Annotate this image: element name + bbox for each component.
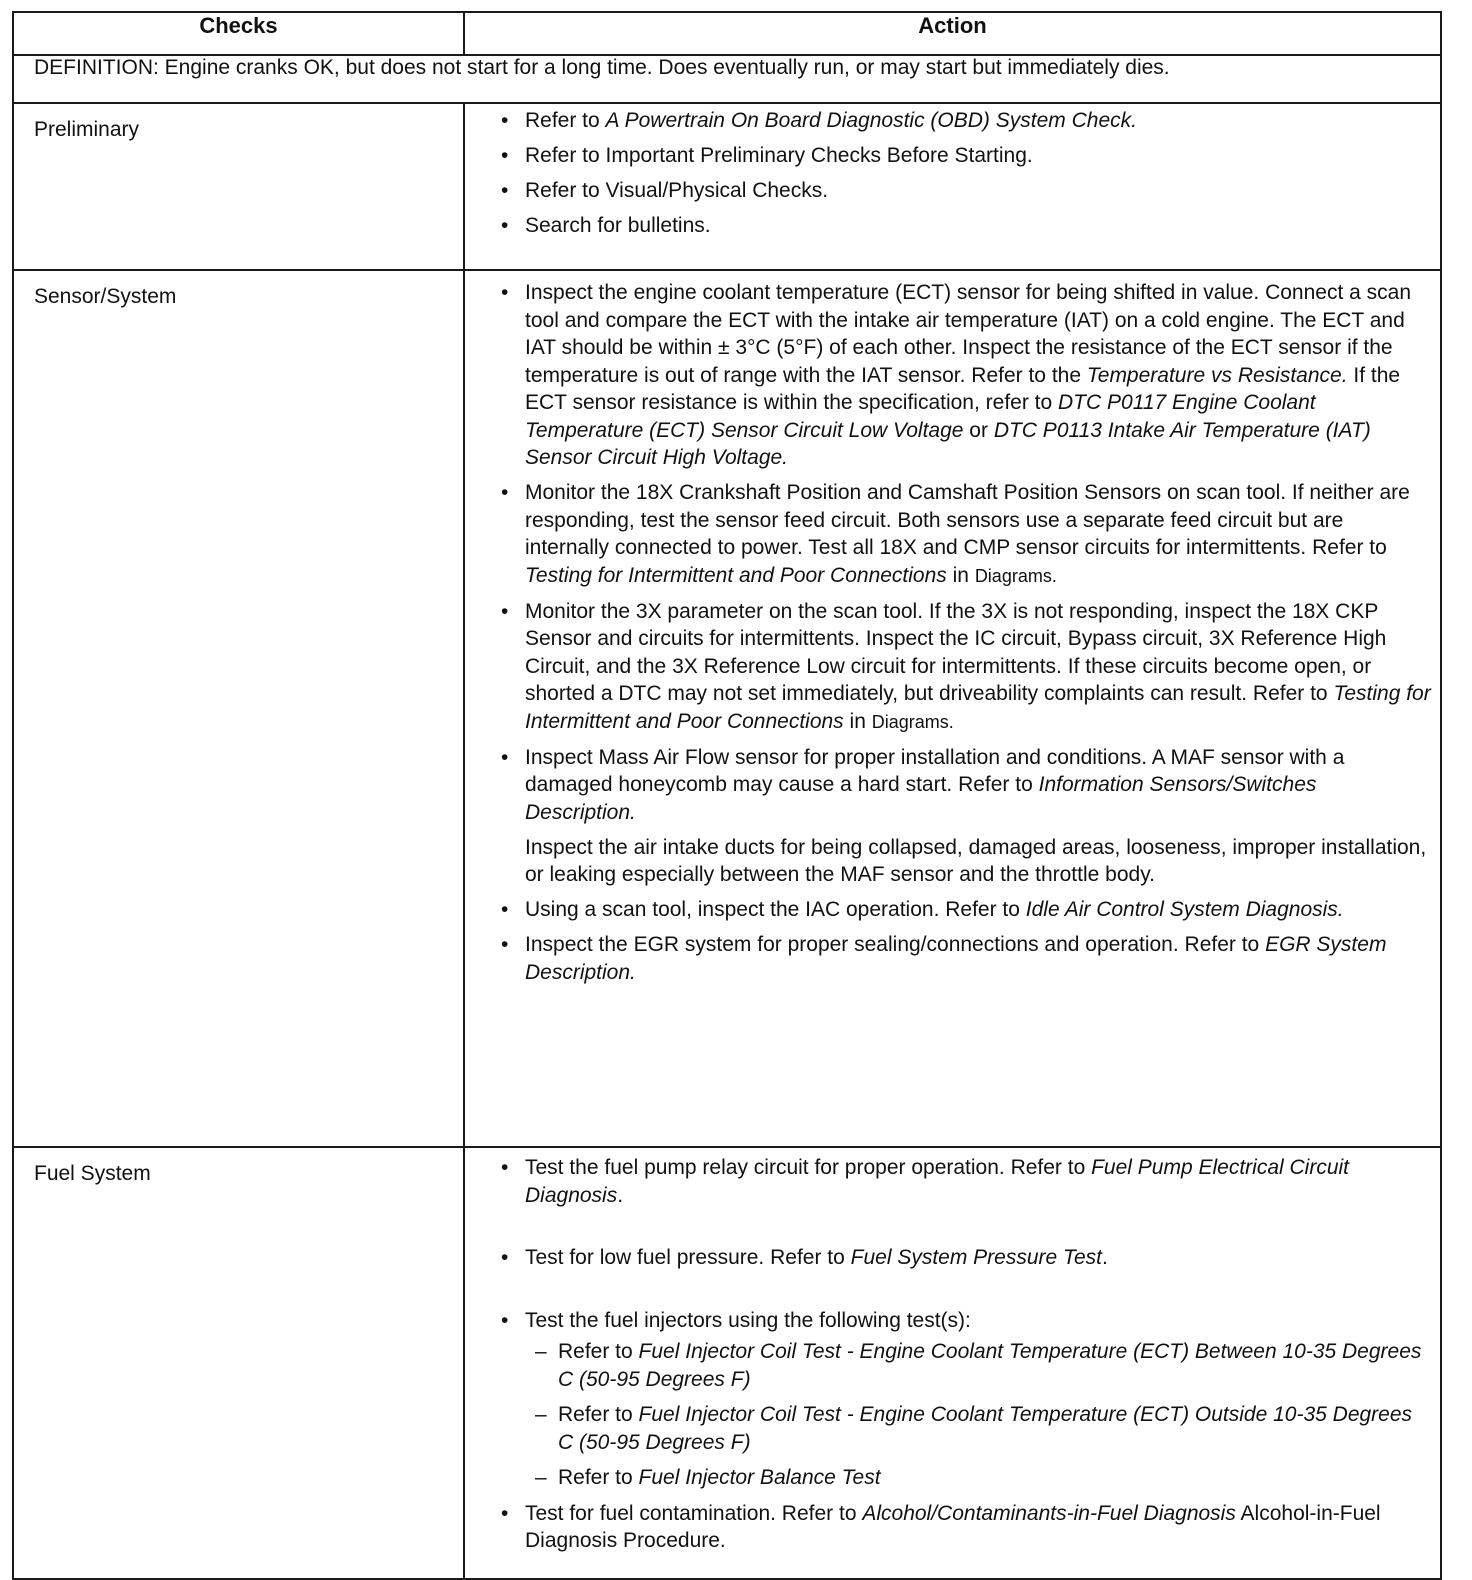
item-text: Test for low fuel pressure. Refer to <box>525 1246 851 1269</box>
sub-list <box>525 1338 1432 1492</box>
sub-list-item <box>525 1338 1432 1393</box>
list-item-egr <box>501 931 1432 986</box>
list-item: • Refer to Visual/Physical Checks. <box>501 177 1432 205</box>
item-text: Inspect the EGR system for proper sealing/connections and operation. Refer to <box>525 933 1266 956</box>
item-text: Monitor the 18X Crankshaft Position and Camshaft Position Sensors on scan tool. If neither are responding, test the sensor feed circuit. Both sensors use a separate feed circuit but are internally connected to power. Test all 18X and CMP sensor circuits for intermittents. Refer to <box>525 481 1410 559</box>
reference-link-text: Fuel System Pressure Test <box>850 1246 1102 1269</box>
diagrams-text: Diagrams. <box>871 711 954 732</box>
check-label-fuel-system: Fuel System <box>13 1147 464 1579</box>
reference-link-text: Temperature vs Resistance. <box>1086 363 1348 387</box>
list-item <box>501 107 1432 135</box>
list-item: • Refer to Important Preliminary Checks Before Starting. <box>501 142 1432 170</box>
action-cell-fuel-system <box>464 1147 1441 1579</box>
sub-list-item <box>525 1401 1432 1456</box>
item-text: Refer to <box>558 1340 639 1363</box>
item-text: Test for fuel contamination. Refer to <box>525 1501 863 1525</box>
action-cell-preliminary <box>464 103 1441 270</box>
reference-link-text: Fuel Injector Coil Test - Engine Coolant Temperature (ECT) Outside 10-35 Degrees C (50-95 Degrees F) <box>558 1403 1413 1454</box>
list-item-ect <box>501 279 1432 472</box>
list-item-3x <box>501 598 1432 737</box>
item-text: in <box>946 563 975 587</box>
item-text: Test the fuel injectors using the following test(s): <box>525 1308 971 1332</box>
reference-link-text: DTC P0117 Engine Coolant Temperature (ECT) Sensor Circuit Low Voltage <box>525 391 1316 442</box>
item-text: . <box>1101 1246 1108 1269</box>
action-list <box>501 1148 1432 1555</box>
action-list <box>501 271 1432 826</box>
reference-link-text: Fuel Injector Balance Test <box>638 1466 881 1489</box>
check-label-preliminary: Preliminary <box>13 103 464 270</box>
item-text: Monitor the 3X parameter on the scan tool. If the 3X is not responding, inspect the 18X CKP Sensor and circuits for intermittents. Inspect the IC circuit, Bypass circuit, 3X Reference High Circuit, and the 3X Reference Low circuit for intermittents. If these circuits become open, or shorted a DTC may not set immediately, but driveability complaints can result. Refer to <box>525 599 1387 705</box>
action-list <box>501 104 1432 240</box>
item-text: Test the fuel pump relay circuit for proper operation. Refer to <box>525 1156 1092 1179</box>
definition-text: DEFINITION: Engine cranks OK, but does not start for a long time. Does eventually run, or may start but immediately dies. <box>13 55 1441 103</box>
item-text: Alcohol-in-Fuel Diagnosis Procedure. <box>525 1501 1381 1552</box>
item-text: Refer to <box>558 1403 639 1426</box>
reference-link-text: Information Sensors/Switches Description. <box>525 773 1317 824</box>
list-item-contamination <box>501 1500 1432 1555</box>
sub-list-item <box>525 1464 1432 1492</box>
list-item-relay <box>501 1154 1432 1209</box>
reference-link-text: Testing for Intermittent and Poor Connections <box>525 563 947 587</box>
list-item-iac <box>501 896 1432 924</box>
table-row <box>13 103 1441 270</box>
item-text: in <box>843 709 872 733</box>
reference-link-text: DTC P0113 Intake Air Temperature (IAT) Sensor Circuit High Voltage. <box>525 418 1371 469</box>
check-label-sensor-system: Sensor/System <box>13 270 464 1147</box>
reference-link-text: A Powertrain On Board Diagnostic (OBD) System Check. <box>605 109 1137 132</box>
reference-link-text: Fuel Pump Electrical Circuit Diagnosis <box>525 1156 1350 1207</box>
item-text: Inspect Mass Air Flow sensor for proper installation and conditions. A MAF sensor with a damaged honeycomb may cause a hard start. Refer to <box>525 745 1345 796</box>
item-text: . <box>617 1183 624 1207</box>
reference-link-text: Fuel Injector Coil Test - Engine Coolant Temperature (ECT) Between 10-35 Degrees C (50-95 Degrees F) <box>558 1340 1422 1391</box>
item-text: Using a scan tool, inspect the IAC operation. Refer to <box>525 898 1026 921</box>
header-row <box>13 12 1441 55</box>
table-row <box>13 1147 1441 1579</box>
diagrams-text: Diagrams. <box>974 565 1057 586</box>
table-row <box>13 270 1441 1147</box>
reference-link-text: Testing for Intermittent and Poor Connections <box>525 682 1431 733</box>
list-item-pressure <box>501 1244 1432 1272</box>
reference-link-text: EGR System Description. <box>525 933 1387 984</box>
definition-row <box>13 55 1441 103</box>
item-text: Inspect the engine coolant temperature (ECT) sensor for being shifted in value. Connect a scan tool and compare the ECT with the intake air temperature (IAT) on a cold engine. The ECT and IAT should be within ± 3°C (5°F) of each other. Inspect the resistance of the ECT sensor if the temperature is out of range with the IAT sensor. Refer to the <box>525 281 1411 387</box>
list-item-injectors <box>501 1307 1432 1492</box>
diagnostic-table <box>12 11 1442 1580</box>
list-item-ckp <box>501 479 1432 590</box>
item-text: Refer to <box>558 1466 639 1489</box>
header-action: Action <box>464 12 1441 55</box>
list-item: • Search for bulletins. <box>501 212 1432 240</box>
item-text: If the ECT sensor resistance is within the specification, refer to <box>525 363 1401 414</box>
duct-paragraph: Inspect the air intake ducts for being collapsed, damaged areas, looseness, improper installation, or leaking especially between the MAF sensor and the throttle body. <box>525 835 1427 886</box>
reference-link-text: Idle Air Control System Diagnosis. <box>1025 898 1344 921</box>
header-checks: Checks <box>13 12 464 55</box>
item-text: Refer to <box>525 109 606 132</box>
list-item-maf <box>501 744 1432 827</box>
item-text: or <box>963 418 994 442</box>
reference-link-text: Alcohol/Contaminants-in-Fuel Diagnosis <box>862 1501 1236 1525</box>
action-list <box>501 896 1432 986</box>
action-cell-sensor-system <box>464 270 1441 1147</box>
